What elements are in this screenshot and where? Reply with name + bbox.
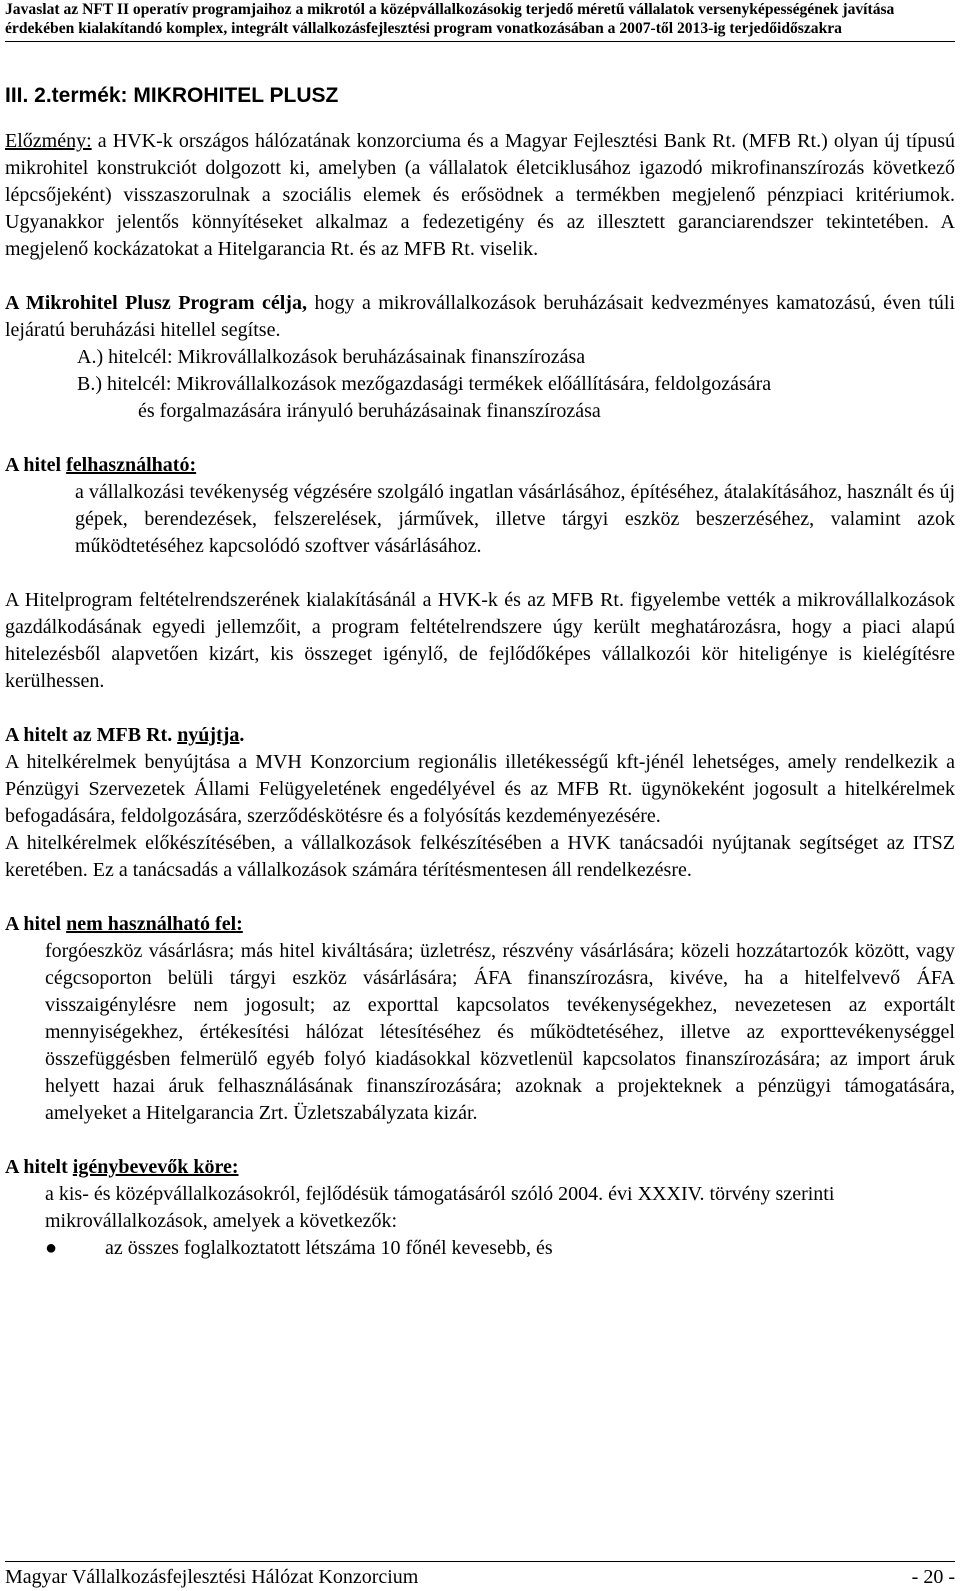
nyujtja-label-c: . (239, 724, 245, 746)
felhasznalhato-text: a vállalkozási tevékenység végzésére szolgáló ingatlan vásárlásához, építéséhez, átalakításához, használt és új gépek, berendezések, felszerelések, járművek, illetve tárgyi eszköz beszerzéséhez, valamint azok működtetéséhez kapcsolódó szoftver vásárlásához. (75, 481, 955, 557)
page-number: - 20 - (911, 1566, 955, 1588)
bullet-icon: ● (45, 1237, 58, 1259)
cel-label: A Mikrohitel Plusz Program célja, (5, 292, 307, 314)
nyujtja-label-b: nyújtja (177, 724, 240, 746)
igenybevevok-label-b: igénybevevők köre: (72, 1156, 239, 1178)
felhasznalhato-label-b: felhasználható: (66, 454, 197, 476)
cel-text: hogy a mikrovállalkozások beruházásait kedvezményes kamatozású, éven túli lejáratú beruházási hitellel segítse. (5, 292, 955, 341)
hitelcel-a: A.) hitelcél: Mikrovállalkozások beruházásainak finanszírozása (77, 346, 586, 368)
igenybevevok-text: a kis- és középvállalkozásokról, fejlődésük támogatásáról szóló 2004. évi XXXIV. törvény szerinti mikrovállalkozások, amelyek a következők: (45, 1183, 835, 1232)
nyujtja-paragraph-2: A hitelkérelmek előkészítésében, a vállalkozások felkészítésében a HVK tanácsadói nyújtanak segítséget az ITSZ keretében. Ez a tanácsadás a vállalkozások számára térítésmentesen áll rendelkezésre. (5, 832, 955, 881)
nem-hasznalhato-label-a: A hitel (5, 913, 67, 935)
document-body (5, 82, 955, 1262)
list-item (5, 1235, 955, 1262)
elozmeny-label: Előzmény: (5, 130, 92, 152)
page-header (5, 0, 955, 42)
nem-hasznalhato-heading (5, 911, 955, 938)
elozmeny-paragraph (5, 128, 955, 263)
elozmeny-text: a HVK-k országos hálózatának konzorciuma és a Magyar Fejlesztési Bank Rt. (MFB Rt.) olyan új típusú mikrohitel konstrukciót dolgozott ki, amelyben (a vállalatok életciklusához igazodó mikrofinanszírozás következő lépcsőjeként) visszaszorulnak a szociális elemek és erősödnek a termékben megjelenő pénzpiaci kritériumok. Ugyanakkor jelentős könnyítéseket alkalmaz a fedezetigény és az illesztett garanciarendszer tekintetében. A megjelenő kockázatokat a Hitelgarancia Rt. és az MFB Rt. viselik. (5, 130, 955, 260)
footer-left: Magyar Vállalkozásfejlesztési Hálózat Konzorcium (5, 1566, 419, 1588)
nyujtja-label-a: A hitelt az MFB Rt. (5, 724, 178, 746)
nem-hasznalhato-label-b: nem használható fel: (66, 913, 243, 935)
page-footer (5, 1561, 955, 1590)
nem-hasznalhato-text: forgóeszköz vásárlásra; más hitel kiváltására; üzletrész, részvény vásárlására; közeli hozzátartozók között, vagy cégcsoporton belüli tárgyi eszköz vásárlására; ÁFA finanszírozásra, kivéve, ha a hitelfelvevő ÁFA visszaigénylésre nem jogosult; az exporttal kapcsolatos tevékenységekhez, nevezetesen az exportált mennyiségekhez, értékesítési hálózat létesítéséhez és működtetéséhez, illetve az exporttevékenységgel összefüggésben felmerülő egyéb folyó kiadásokkal közvetlenül kapcsolatos finanszírozására; az import áruk helyett hazai áruk felhasználásának finanszírozására; azoknak a projekteknek a pénzügyi támogatására, amelyeket a Hitelgarancia Zrt. Üzletszabályzata kizár. (45, 940, 955, 1124)
header-line-2: érdekében kialakítandó komplex, integrált vállalkozásfejlesztési program vonatkozásában a 2007-től 2013-ig terjedőidőszakra (5, 20, 842, 37)
section-title: III. 2.termék: MIKROHITEL PLUSZ (5, 84, 339, 107)
igenybevevok-heading (5, 1154, 955, 1181)
felhasznalhato-heading (5, 452, 955, 479)
hitelcel-b-cont: és forgalmazására irányuló beruházásainak finanszírozása (138, 400, 601, 422)
cel-paragraph (5, 290, 955, 344)
bullet-text: az összes foglalkoztatott létszáma 10 főnél kevesebb, és (105, 1237, 553, 1259)
hitelcel-b (5, 371, 955, 398)
hitelcel-b-text: Mikrovállalkozások mezőgazdasági termékek előállítására, feldolgozására (176, 373, 772, 395)
felhasznalhato-label-a: A hitel (5, 454, 67, 476)
header-line-1: Javaslat az NFT II operatív programjaihoz a mikrotól a középvállalkozásokig terjedő méretű vállalatok versenyképességének javítása (5, 1, 895, 18)
nyujtja-heading (5, 722, 955, 749)
feltetel-paragraph: A Hitelprogram feltételrendszerének kialakításánál a HVK-k és az MFB Rt. figyelembe vették a mikrovállalkozások gazdálkodásának egyedi jellemzőit, a program feltételrendszere úgy került meghatározásra, hogy a piaci alapú hitelezésből alapvetően kizárt, kis összeget igénylő, de fejlődőképes vállalkozói kör hiteligénye is kielégítésre kerülhessen. (5, 589, 955, 692)
hitelcel-b-prefix: B.) hitelcél: (77, 373, 177, 395)
igenybevevok-label-a: A hitelt (5, 1156, 73, 1178)
nyujtja-paragraph-1: A hitelkérelmek benyújtása a MVH Konzorcium regionális illetékességű kft-jénél lehetséges, amely rendelkezik a Pénzügyi Szervezetek Állami Felügyeletének engedélyével és az MFB Rt. ügynökeként jogosult a hitelkérelmek befogadására, feldolgozására, szerződéskötésre és a folyósítás kezdeményezésére. (5, 751, 955, 827)
